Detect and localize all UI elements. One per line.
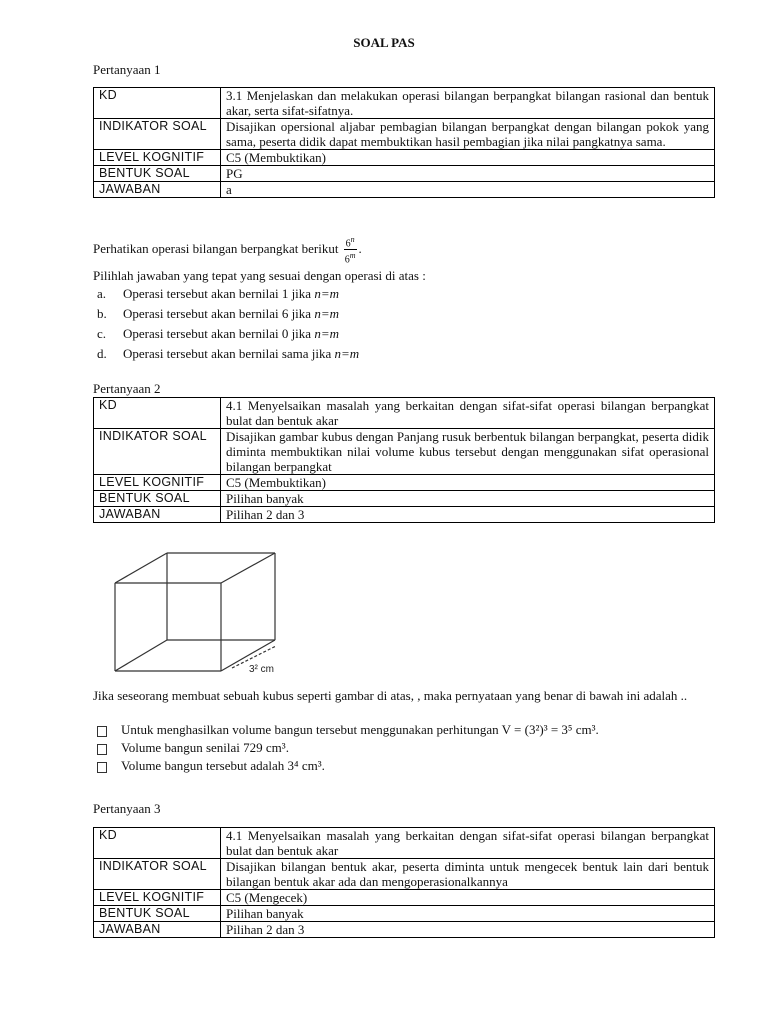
option-text: Operasi tersebut akan bernilai 6 jika — [123, 306, 315, 321]
prompt-suffix: . — [358, 240, 362, 256]
list-item — [97, 739, 599, 757]
cube-figure — [108, 550, 288, 682]
list-item — [97, 757, 599, 775]
table-value: Pilihan banyak — [221, 491, 715, 507]
table-key: BENTUK SOAL — [94, 166, 221, 182]
choice-text: Untuk menghasilkan volume bangun tersebut menggunakan perhitungan V = (3²)³ = 3⁵ cm³. — [121, 722, 599, 737]
table-row — [94, 398, 715, 429]
table-value: a — [221, 182, 715, 198]
option-text: Operasi tersebut akan bernilai 1 jika — [123, 286, 315, 301]
table-row — [94, 828, 715, 859]
table-row — [94, 166, 715, 182]
table-key: KD — [94, 88, 221, 119]
page-title: SOAL PAS — [353, 35, 415, 50]
cube-edge — [115, 553, 167, 583]
table-value: Pilihan banyak — [221, 906, 715, 922]
table-row — [94, 150, 715, 166]
table-key: INDIKATOR SOAL — [94, 429, 221, 475]
table-key: KD — [94, 828, 221, 859]
numerator-exponent: n — [350, 235, 355, 244]
table-key: JAWABAN — [94, 182, 221, 198]
option-math: n=m — [314, 286, 339, 301]
option-letter: a. — [97, 286, 107, 301]
prompt-text: Perhatikan operasi bilangan berpangkat berikut — [93, 240, 339, 256]
fraction-numerator: 6 — [345, 238, 351, 250]
question-3-table — [93, 827, 715, 938]
table-value: C5 (Mengecek) — [221, 890, 715, 906]
table-key: JAWABAN — [94, 922, 221, 938]
table-value: Pilihan 2 dan 3 — [221, 507, 715, 523]
question-1-table — [93, 87, 715, 198]
option-text: Operasi tersebut akan bernilai sama jika — [123, 346, 335, 361]
cube-dimension-label: 3² cm — [249, 664, 274, 675]
table-row — [94, 88, 715, 119]
table-key: KD — [94, 398, 221, 429]
cube-edge — [221, 553, 275, 583]
table-key: LEVEL KOGNITIF — [94, 475, 221, 491]
option-text: Operasi tersebut akan bernilai 0 jika — [123, 326, 315, 341]
table-key: LEVEL KOGNITIF — [94, 150, 221, 166]
table-row — [94, 906, 715, 922]
table-key: LEVEL KOGNITIF — [94, 890, 221, 906]
question-1-instruction: Pilihlah jawaban yang tepat yang sesuai dengan operasi di atas : — [93, 268, 426, 283]
option-letter: d. — [97, 346, 107, 361]
cube-edge — [115, 640, 167, 671]
table-row — [94, 475, 715, 491]
table-key: BENTUK SOAL — [94, 906, 221, 922]
question-2-choices — [97, 721, 599, 775]
checkbox-icon[interactable] — [97, 744, 107, 755]
table-row — [94, 429, 715, 475]
denominator-exponent: m — [349, 251, 356, 261]
table-value: C5 (Membuktikan) — [221, 475, 715, 491]
question-3-label: Pertanyaan 3 — [93, 801, 161, 816]
fraction-denominator: 6 — [344, 254, 350, 266]
question-2-text: Jika seseorang membuat sebuah kubus seperti gambar di atas, , maka pernyataan yang benar di bawah ini adalah .. — [93, 688, 688, 703]
list-item — [97, 721, 599, 739]
table-value: Pilihan 2 dan 3 — [221, 922, 715, 938]
table-key: BENTUK SOAL — [94, 491, 221, 507]
table-row — [94, 890, 715, 906]
list-item — [93, 304, 359, 324]
option-letter: b. — [97, 306, 107, 321]
checkbox-icon[interactable] — [97, 762, 107, 773]
table-row — [94, 922, 715, 938]
question-2-table — [93, 397, 715, 523]
table-row — [94, 182, 715, 198]
question-2-label: Pertanyaan 2 — [93, 381, 161, 396]
table-value: Disajikan opersional aljabar pembagian bilangan berpangkat dengan bilangan pokok yang sama, peserta didik dapat membuktikan hasil pembagian jika nilai pangkatnya sama. — [221, 119, 715, 150]
table-value: Disajikan bilangan bentuk akar, peserta diminta untuk mengecek bentuk lain dari bentuk bilangan bentuk akar ada dan mengoperasionalkannya — [221, 859, 715, 890]
table-key: INDIKATOR SOAL — [94, 859, 221, 890]
list-item — [93, 324, 359, 344]
question-1-label: Pertanyaan 1 — [93, 62, 161, 77]
question-1-options — [93, 284, 359, 364]
choice-text: Volume bangun senilai 729 cm³. — [121, 740, 289, 755]
table-key: INDIKATOR SOAL — [94, 119, 221, 150]
table-value: PG — [221, 166, 715, 182]
table-row — [94, 507, 715, 523]
table-value: 3.1 Menjelaskan dan melakukan operasi bilangan berpangkat bilangan rasional dan bentuk akar, serta sifat-sifatnya. — [221, 88, 715, 119]
option-math: n=m — [314, 306, 339, 321]
question-1-prompt — [93, 234, 715, 266]
option-math: n=m — [314, 326, 339, 341]
table-value: 4.1 Menyelsaikan masalah yang berkaitan dengan sifat-sifat operasi bilangan berpangkat bulat dan bentuk akar — [221, 828, 715, 859]
option-letter: c. — [97, 326, 107, 341]
table-key: JAWABAN — [94, 507, 221, 523]
table-value: 4.1 Menyelsaikan masalah yang berkaitan dengan sifat-sifat operasi bilangan berpangkat bulat dan bentuk akar — [221, 398, 715, 429]
table-row — [94, 119, 715, 150]
list-item — [93, 344, 359, 364]
table-row — [94, 859, 715, 890]
table-value: C5 (Membuktikan) — [221, 150, 715, 166]
choice-text: Volume bangun tersebut adalah 3⁴ cm³. — [121, 758, 325, 773]
table-value: Disajikan gambar kubus dengan Panjang rusuk berbentuk bilangan berpangkat, peserta didik diminta membuktikan nilai volume kubus tersebut dengan menggunakan sifat operasional bilangan berpangkat — [221, 429, 715, 475]
checkbox-icon[interactable] — [97, 726, 107, 737]
option-math: n=m — [334, 346, 360, 361]
list-item — [93, 284, 359, 304]
table-row — [94, 491, 715, 507]
fraction — [344, 234, 357, 266]
